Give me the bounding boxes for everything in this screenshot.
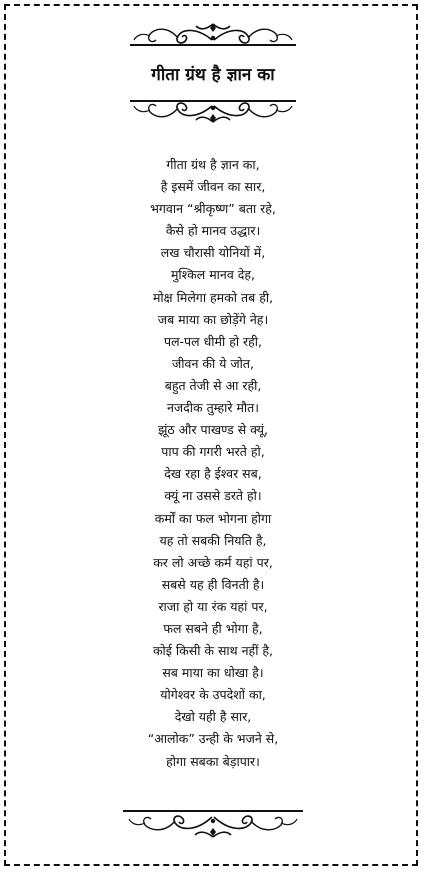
poem-line: पाप की गगरी भरते हो, <box>161 444 265 460</box>
poem-line: भगवान “श्रीकृष्ण” बता रहे, <box>150 201 276 217</box>
poem-line: राजा हो या रंक यहां पर, <box>158 598 268 614</box>
middle-scroll-ornament <box>128 94 298 128</box>
poem-line: मुश्किल मानव देह, <box>170 267 256 283</box>
poem-line: लख चौरासी योनियों में, <box>160 245 266 261</box>
poem-line: कैसे हो मानव उद्धार। <box>165 223 261 239</box>
poem-line: कर्मों का फल भोगना होगा <box>154 510 272 526</box>
poem-line: गीता ग्रंथ है ज्ञान का, <box>166 157 260 172</box>
poem-line: फल सबने ही भोगा है, <box>163 620 263 636</box>
poem-line: योगेश्वर के उपदेशों का, <box>160 687 266 703</box>
poem-line: देखो यही है सार, <box>174 709 252 725</box>
poem-title: गीता ग्रंथ है ज्ञान का <box>151 65 275 85</box>
poem-line: यह तो सबकी नियति है, <box>159 532 267 548</box>
poem-line: कर लो अच्छे कर्म यहां पर, <box>153 554 273 570</box>
poem-line: कोई किसी के साथ नहीं है, <box>152 643 274 659</box>
top-scroll-ornament <box>128 18 298 52</box>
poem-line: देख रहा है ईश्वर सब, <box>164 466 262 482</box>
poem-line: है इसमें जीवन का सार, <box>160 179 266 195</box>
poem-line: झूंठ और पाखण्ड से क्यूं, <box>157 422 269 438</box>
poem-line: सब माया का धोखा है। <box>162 665 264 681</box>
poem-line: जब माया का छोड़ेंगे नेह। <box>157 311 269 327</box>
poem-line: मोक्ष मिलेगा हमको तब ही, <box>152 289 274 305</box>
poem-line: नजदीक तुम्हारे मौत। <box>166 400 260 416</box>
bottom-scroll-ornament <box>121 805 305 841</box>
poem-line: जीवन की ये जोत, <box>171 355 255 371</box>
poem-line: बहुत तेजी से आ रही, <box>164 377 262 393</box>
poem-line: “आलोक” उन्ही के भजने से, <box>147 731 279 747</box>
poem-body <box>0 154 426 773</box>
poem-line: पल-पल धीमी हो रही, <box>163 333 263 349</box>
poem-line: होगा सबका बेड़ापार। <box>166 753 260 769</box>
poem-line: क्यूं ना उससे डरते हो। <box>164 488 262 504</box>
poem-line: सबसे यह ही विनती है। <box>161 576 265 592</box>
